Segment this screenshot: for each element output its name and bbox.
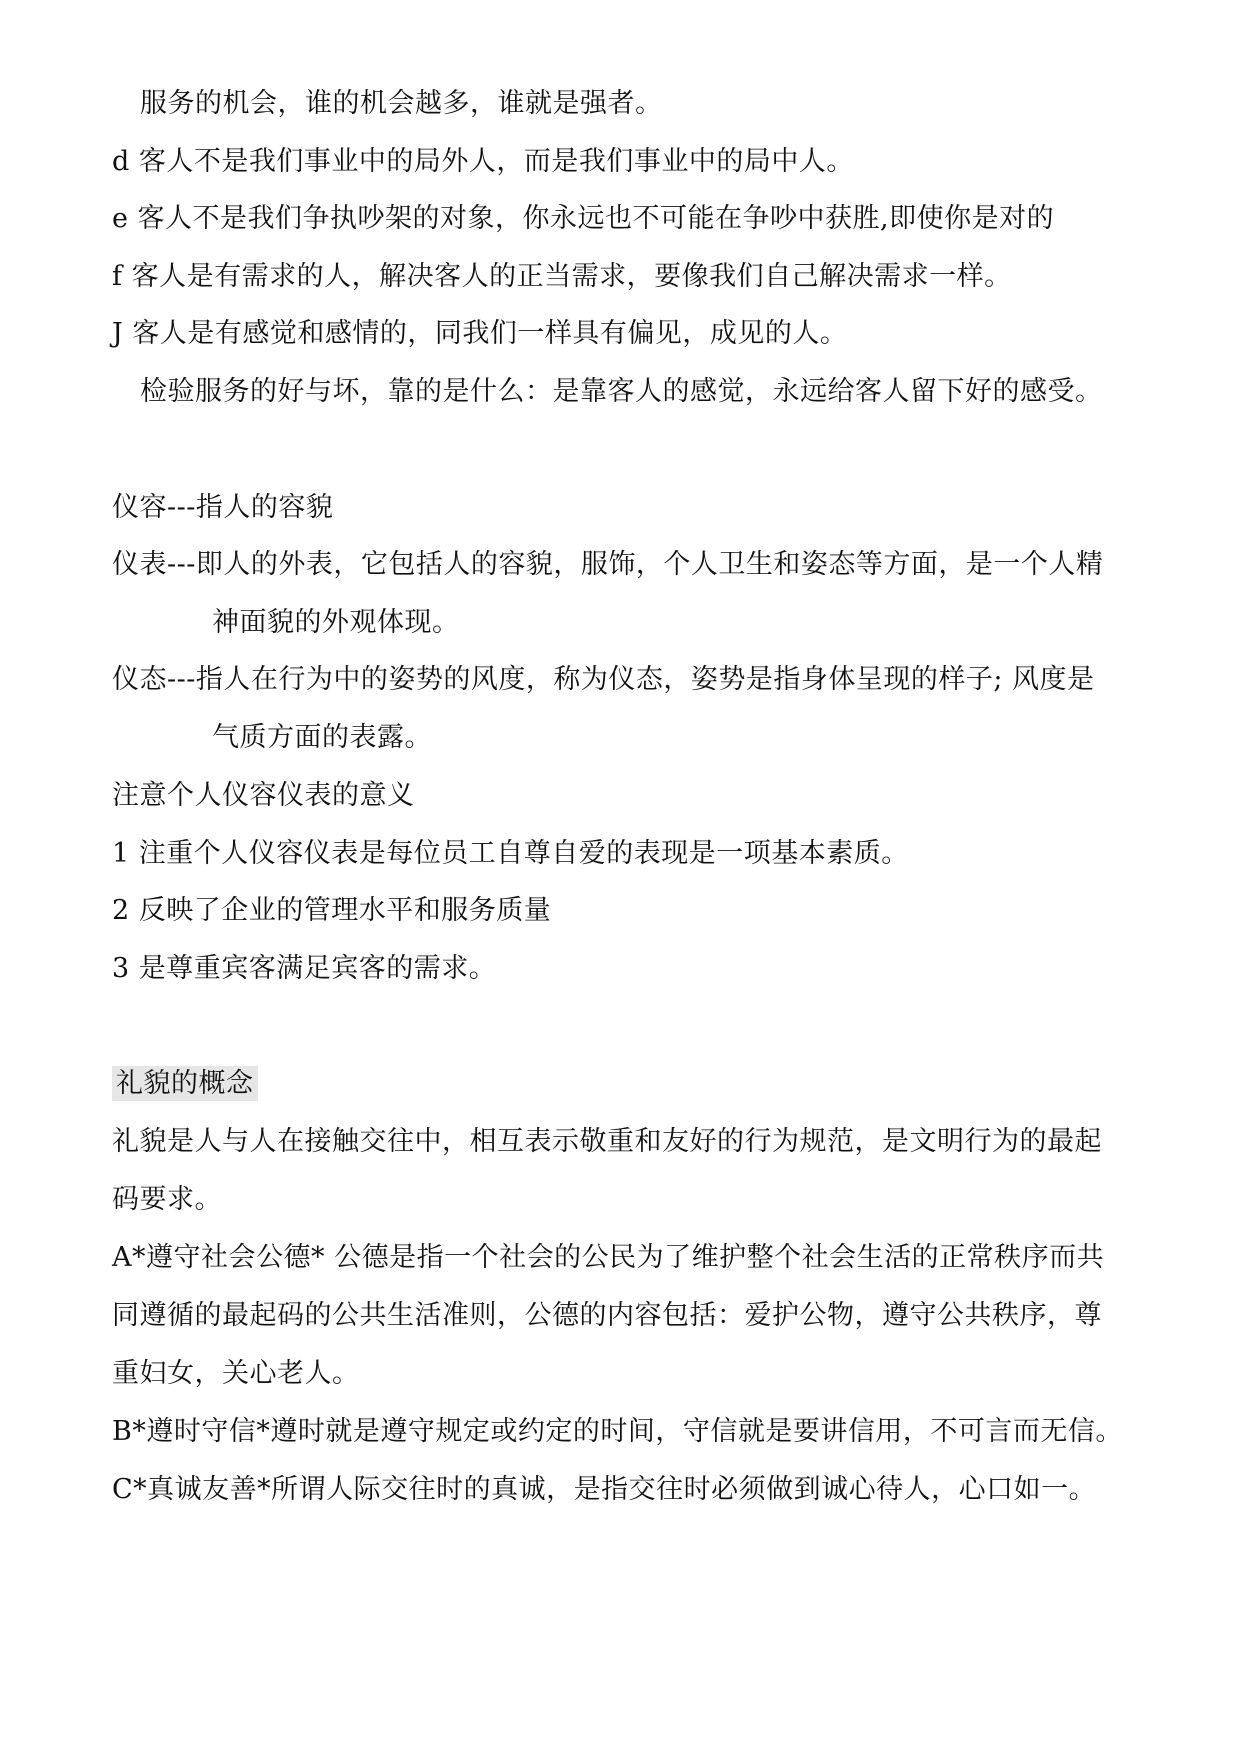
text-line: f 客人是有需求的人，解决客人的正当需求，要像我们自己解决需求一样。: [112, 261, 1012, 292]
list-item: 2 反映了企业的管理水平和服务质量: [112, 895, 552, 926]
politeness-heading: 礼貌的概念: [112, 1066, 258, 1101]
text-line: 礼貌是人与人在接触交往中，相互表示敬重和友好的行为规范，是文明行为的最起: [112, 1126, 1102, 1157]
text-line: A*遵守社会公德* 公德是指一个社会的公民为了维护整个社会生活的正常秩序而共: [112, 1242, 1105, 1273]
definition-yitai: 仪态---指人在行为中的姿势的风度，称为仪态，姿势是指身体呈现的样子; 风度是: [112, 664, 1095, 695]
definition-yibiao-cont: 神面貌的外观体现。: [212, 607, 460, 638]
text-line: 码要求。: [112, 1184, 222, 1215]
definition-yibiao: 仪表---即人的外表，它包括人的容貌，服饰，个人卫生和姿态等方面，是一个人精: [112, 549, 1104, 580]
text-line: J 客人是有感觉和感情的，同我们一样具有偏见，成见的人。: [112, 318, 848, 349]
text-line: C*真诚友善*所谓人际交往时的真诚，是指交往时必须做到诚心待人，心口如一。: [112, 1474, 1097, 1505]
text-line: B*遵时守信*遵时就是遵守规定或约定的时间，守信就是要讲信用，不可言而无信。: [112, 1416, 1123, 1447]
text-line: d 客人不是我们事业中的局外人，而是我们事业中的局中人。: [112, 146, 854, 177]
list-item: 3 是尊重宾客满足宾客的需求。: [112, 953, 497, 984]
section-heading-wrap: [112, 1066, 258, 1102]
text-line: 重妇女，关心老人。: [112, 1358, 360, 1389]
definition-yitai-cont: 气质方面的表露。: [212, 722, 432, 753]
list-item: 1 注重个人仪容仪表是每位员工自尊自爱的表现是一项基本素质。: [112, 838, 909, 869]
section-heading: 注意个人仪容仪表的意义: [112, 780, 415, 811]
text-line: 检验服务的好与坏，靠的是什么：是靠客人的感觉，永远给客人留下好的感受。: [140, 376, 1103, 407]
definition-yirong: 仪容---指人的容貌: [112, 492, 334, 523]
text-line: e 客人不是我们争执吵架的对象，你永远也不可能在争吵中获胜,即使你是对的: [112, 203, 1055, 234]
text-line: 同遵循的最起码的公共生活准则，公德的内容包括：爱护公物，遵守公共秩序，尊: [112, 1300, 1102, 1331]
text-line: 服务的机会，谁的机会越多，谁就是强者。: [140, 88, 663, 119]
